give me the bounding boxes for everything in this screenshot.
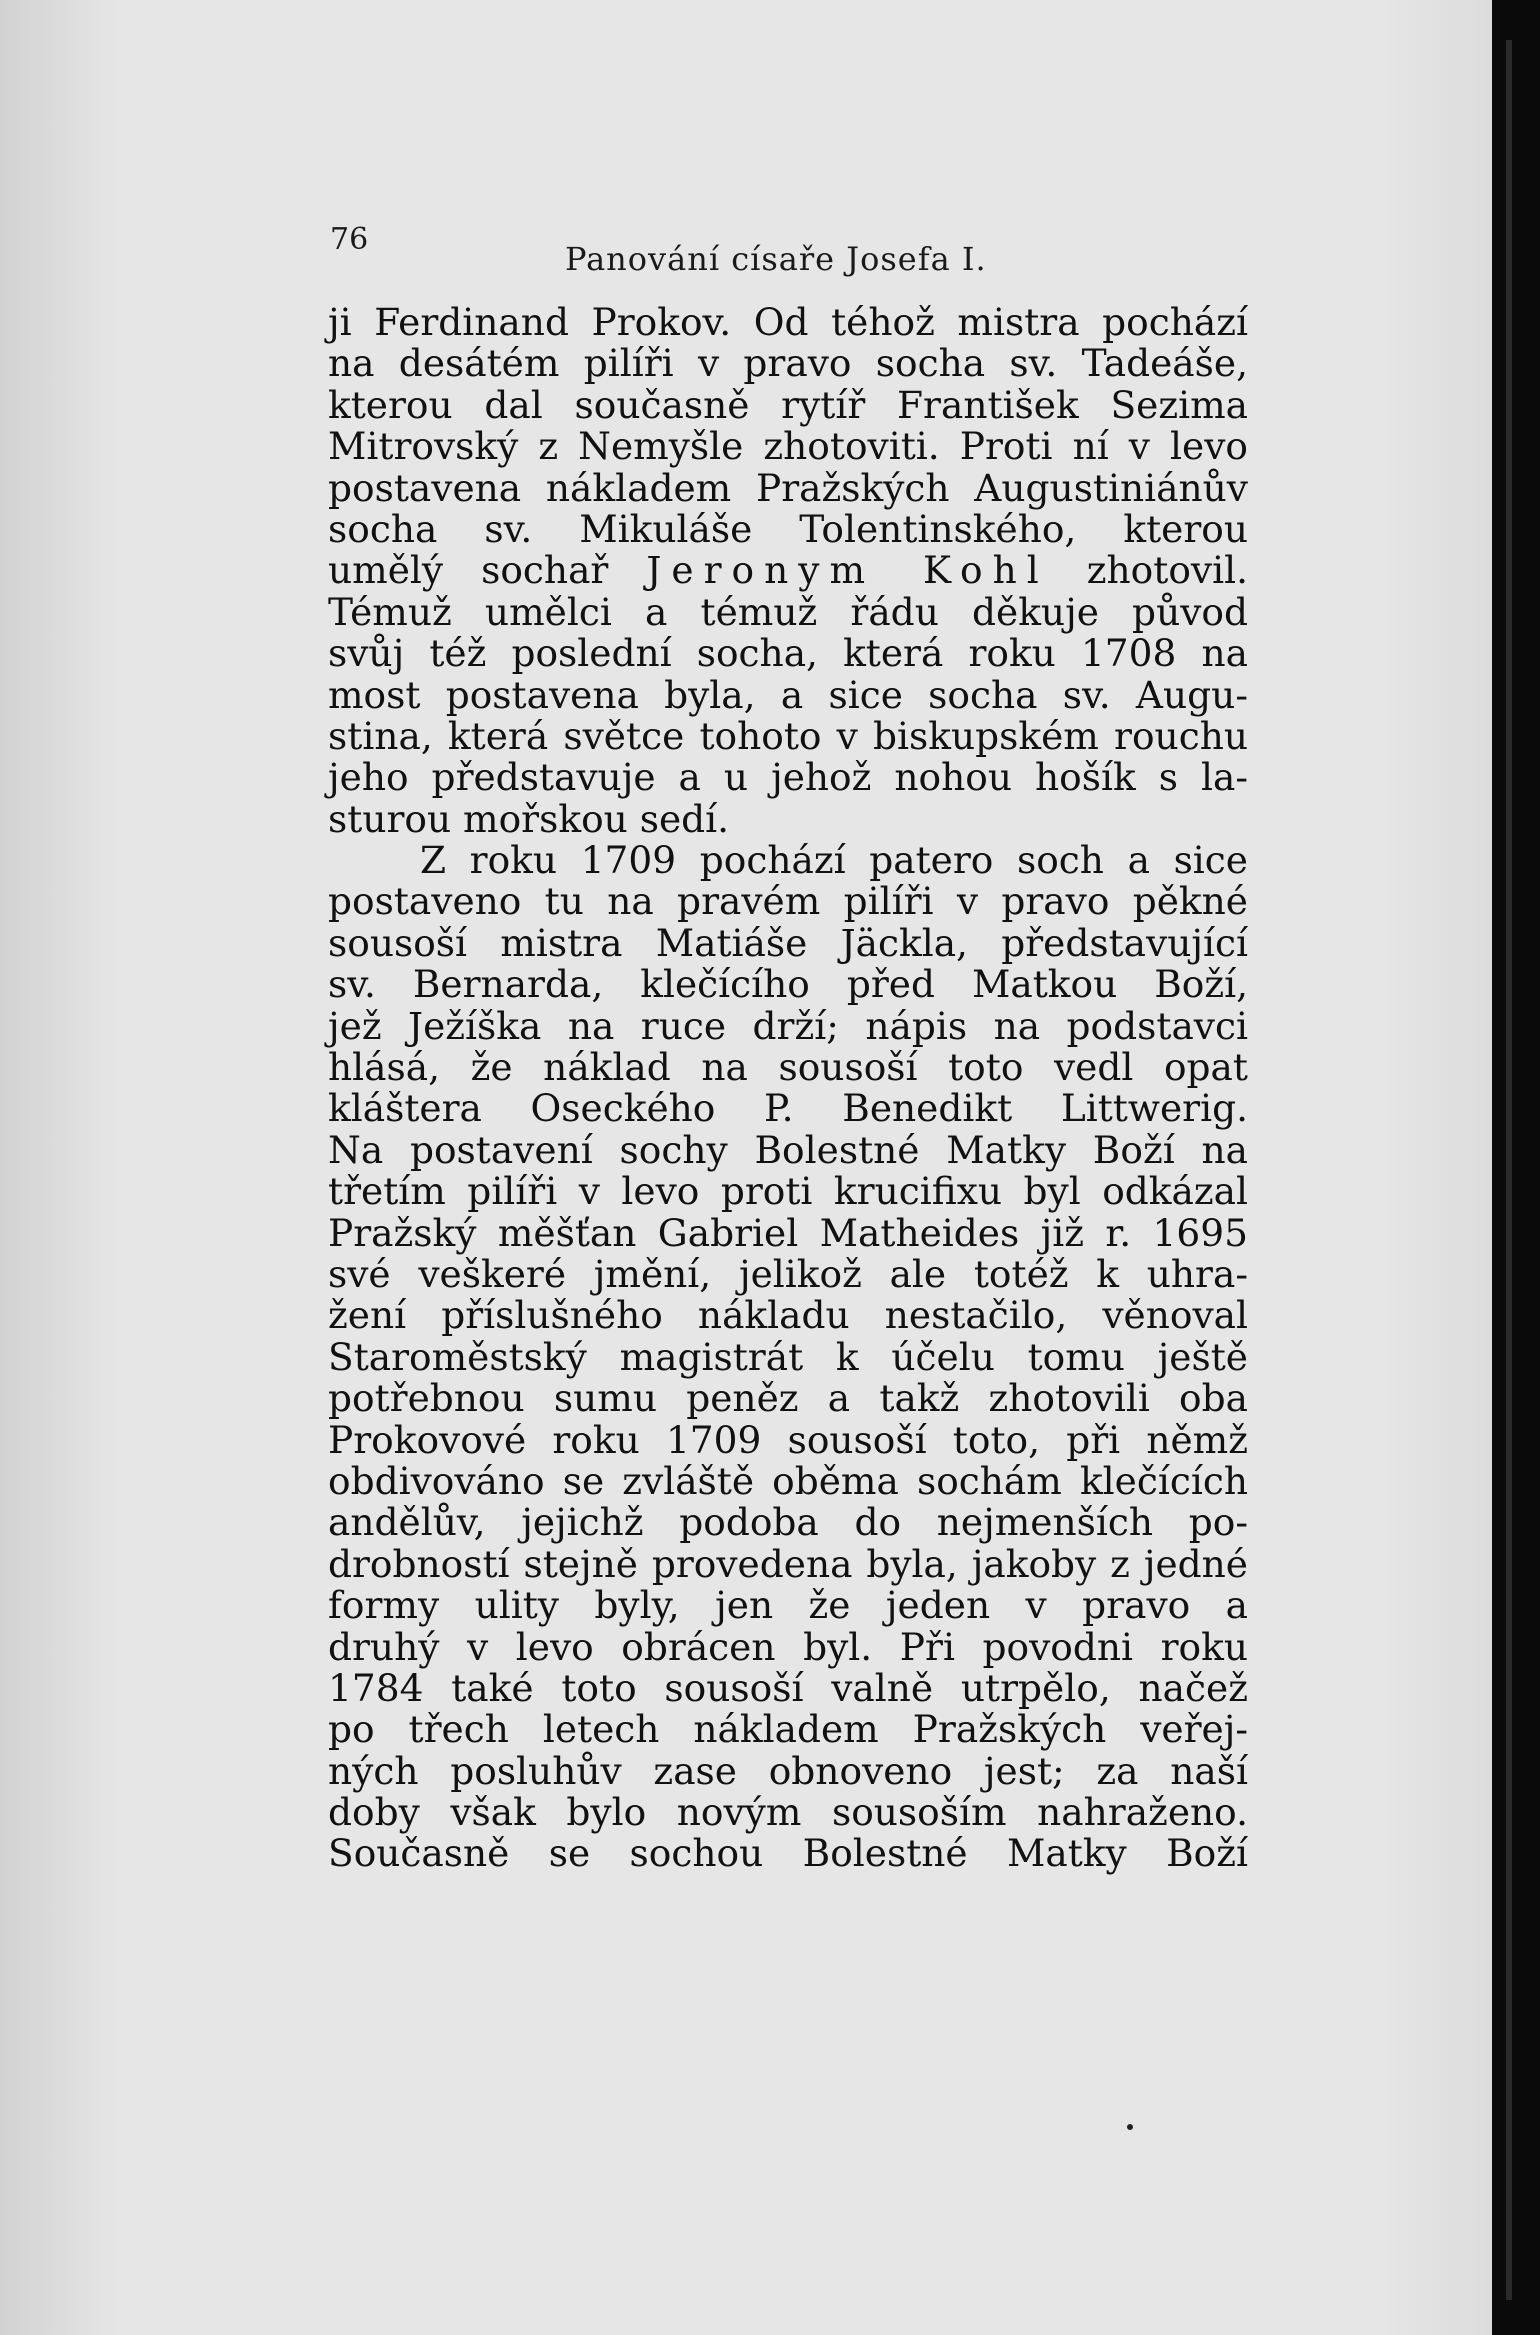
text-line-paragraph-end: sturou mořskou sedí. [328,796,730,841]
text-line: sv. Bernarda, klečícího před Matkou Boží, [328,962,1248,1007]
text-line: svůj též poslední socha, která roku 1708 na [328,631,1248,676]
text-line: ných posluhův zase obnoveno jest; za naší [328,1748,1248,1793]
text-line: formy ulity byly, jen že jeden v pravo a [328,1583,1248,1628]
text-line: Témuž umělci a témuž řádu děkuje původ [328,589,1248,634]
text-segment: umělý sochař [328,548,609,593]
text-line: most postavena byla, a sice socha sv. Augu- [328,672,1248,717]
text-line: Mitrovský z Nemyšle zhotoviti. Proti ní v levo [328,424,1248,469]
text-line: třetím pilíři v levo proti krucifixu byl odkázal [328,1169,1248,1214]
sculptor-name-spaced: Jeronym Kohl [646,548,1049,593]
text-line: stina, která světce tohoto v biskupském rouchu [328,713,1248,758]
text-line: drobností stejně provedena byla, jakoby z jedné [328,1541,1248,1586]
text-line: Prokovové roku 1709 sousoší toto, při němž [328,1417,1248,1462]
text-line: své veškeré jmění, jelikož ale totéž k uhra- [328,1251,1248,1296]
text-line: Staroměstský magistrát k účelu tomu ještě [328,1334,1248,1379]
text-line: jež Ježíška na ruce drží; nápis na podstavci [328,1003,1248,1048]
text-line: doby však bylo novým sousoším nahraženo. [328,1790,1248,1835]
print-speck [1127,2124,1133,2130]
text-line: potřebnou sumu peněz a takž zhotovili oba [328,1376,1248,1421]
text-line: Na postavení sochy Bolestné Matky Boží na [328,1127,1248,1172]
text-line: andělův, jejichž podoba do nejmenších po- [328,1500,1248,1545]
body-text [328,302,1248,1875]
text-line: postaveno tu na pravém pilíři v pravo pěkné [328,879,1248,924]
text-line: hlásá, že náklad na sousoší toto vedl opat [328,1045,1248,1090]
text-line: postavena nákladem Pražských Augustiniánův [328,465,1248,510]
text-line: na desátém pilíři v pravo socha sv. Tadeáše, [328,341,1248,386]
text-line: kláštera Oseckého P. Benedikt Littwerig. [328,1086,1248,1131]
text-line: Pražský měšťan Gabriel Matheides již r. 1695 [328,1210,1248,1255]
text-line: Současně se sochou Bolestné Matky Boží [328,1831,1248,1876]
text-line: jeho představuje a u jehož nohou hošík s la- [328,755,1248,800]
text-line: sousoší mistra Matiáše Jäckla, představující [328,920,1248,965]
text-line: 1784 také toto sousoší valně utrpělo, načež [328,1665,1248,1710]
text-line: žení příslušného nákladu nestačilo, věnoval [328,1293,1248,1338]
book-edge [1506,40,1512,2300]
text-line-paragraph-start: Z roku 1709 pochází patero soch a sice [420,838,1248,883]
page-number: 76 [330,222,369,257]
text-line: druhý v levo obrácen byl. Při povodni roku [328,1624,1248,1669]
text-line: ji Ferdinand Prokov. Od téhož mistra pochází [328,300,1248,344]
text-line: kterou dal současně rytíř František Sezima [328,382,1248,427]
running-head: Panování císaře Josefa I. [565,240,987,278]
text-line: socha sv. Mikuláše Tolentinského, kterou [328,506,1248,551]
text-line: obdivováno se zvláště oběma sochám klečících [328,1458,1248,1503]
text-line: po třech letech nákladem Pražských veřej- [328,1707,1248,1752]
text-segment: zhotovil. [1086,548,1248,593]
text-line-with-spaced-name [328,550,1248,591]
scan-margin-dark [1492,0,1540,2335]
